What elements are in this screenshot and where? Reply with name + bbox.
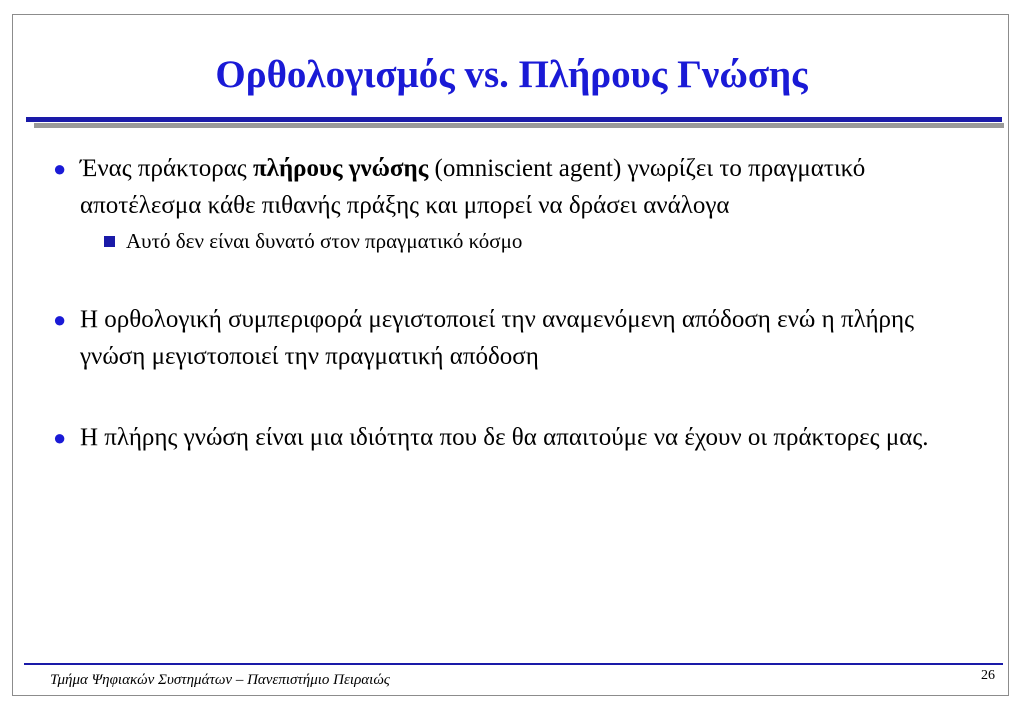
footer-rule xyxy=(24,663,1003,665)
page-number: 26 xyxy=(981,668,995,683)
bullet-3-text: Η πλήρης γνώση είναι μια ιδιότητα που δε θα απαιτούμε να έχουν οι πράκτορες μας. xyxy=(80,424,929,451)
slide-title: Ορθολογισμός vs. Πλήρους Γνώσης xyxy=(215,53,808,96)
bullet-1 xyxy=(50,150,980,224)
bullet-3 xyxy=(50,419,980,456)
bullet-2-text: Η ορθολογική συμπεριφορά μεγιστοποιεί την αναμενόμενη απόδοση ενώ η πλήρης γνώση μεγιστοποιεί την πραγματική απόδοση xyxy=(80,306,915,370)
footer-text: Τμήμα Ψηφιακών Συστημάτων – Πανεπιστήμιο Πειραιώς xyxy=(50,672,390,688)
bullet-1-text-pre: Ένας πράκτορας xyxy=(80,155,253,182)
square-bullet-icon xyxy=(104,236,115,247)
slide-content xyxy=(50,150,980,456)
title-underline-shadow xyxy=(34,123,1004,128)
bullet-1-text-post: (omniscient agent) γνωρίζει το πραγματικό αποτέλεσμα κάθε πιθανής πράξης και μπορεί να δράσει ανάλογα xyxy=(80,155,866,219)
bullet-dot-icon: ● xyxy=(53,156,67,181)
sub-bullet-1 xyxy=(50,226,980,256)
bullet-1-bold-term: πλήρους γνώσης xyxy=(252,155,429,182)
title-underline xyxy=(26,117,1002,122)
bullet-dot-icon: ● xyxy=(53,307,67,332)
bullet-2 xyxy=(50,301,980,375)
sub-bullet-1-text: Αυτό δεν είναι δυνατό στον πραγματικό κόσμο xyxy=(126,229,523,253)
bullet-dot-icon: ● xyxy=(53,425,67,450)
